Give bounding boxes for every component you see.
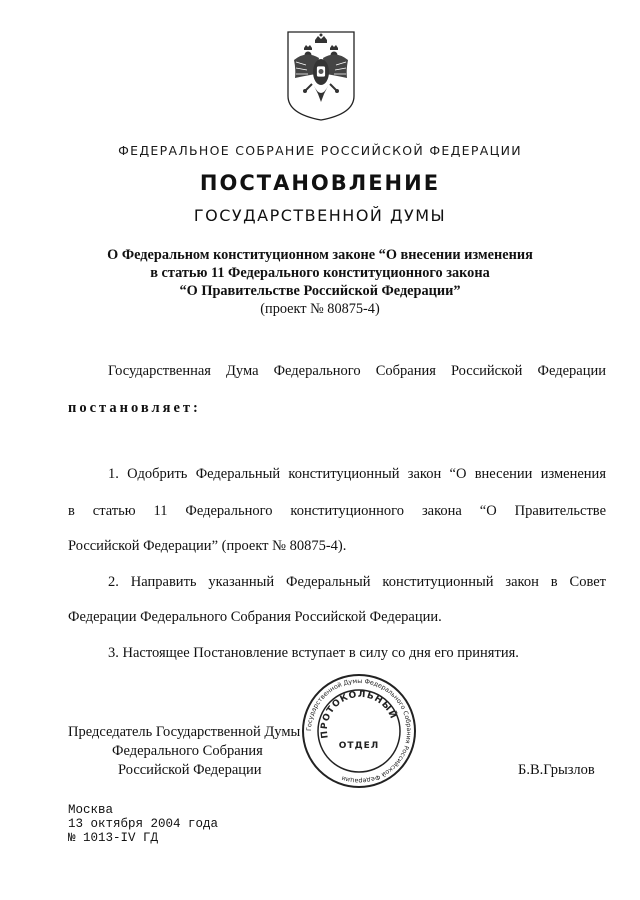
stamp-center-text: ОТДЕЛ [338,741,380,751]
item-2-line: 2. Направить указанный Федеральный конституционный закон в Совет [108,574,606,590]
item-2-line: Федерации Федерального Собрания Российской Федерации. [68,609,442,625]
parliament-name: ФЕДЕРАЛЬНОЕ СОБРАНИЕ РОССИЙСКОЙ ФЕДЕРАЦИИ [118,143,522,158]
state-emblem [286,30,356,122]
document-type: ПОСТАНОВЛЕНИЕ [199,171,441,195]
item-1-line: Российской Федерации” (проект № 80875-4). [68,538,347,554]
subject-line: “О Правительстве Российской Федерации” [179,283,461,299]
document-footer [68,803,218,845]
signatory-title-line: Федерального Собрания [112,743,263,759]
document-subject [0,246,640,300]
preamble: Государственная Дума Федерального Собрания Российской Федерации [108,363,606,379]
document-number: № 1013-IV ГД [68,831,159,845]
item-1-line: 1. Одобрить Федеральный конституционный закон “О внесении изменения [108,466,606,482]
double-headed-eagle-icon [286,30,356,122]
resolves-word: постановляет: [68,400,201,416]
stamp-arc-text: ПРОТОКОЛЬНЫЙ [319,689,399,739]
stamp-ring-text: Государственной Думы Федерального Собрания Российской Федерации [305,677,413,785]
signatory-name: Б.В.Грызлов [518,762,595,778]
document-issuer: ГОСУДАРСТВЕННОЙ ДУМЫ [193,206,447,225]
item-1-line: в статью 11 Федерального конституционного закона “О Правительстве [68,503,606,519]
date: 13 октября 2004 года [68,817,219,831]
project-number: (проект № 80875-4) [260,301,380,317]
item-3: 3. Настоящее Постановление вступает в силу со дня его принятия. [108,645,519,661]
official-stamp [300,672,418,790]
subject-line: в статью 11 Федерального конституционного закона [150,265,490,281]
signatory-title-line: Председатель Государственной Думы [68,724,301,740]
city: Москва [68,803,114,817]
signatory-title-line: Российской Федерации [118,762,262,778]
subject-line: О Федеральном конституционном законе “О внесении изменения [107,247,533,263]
